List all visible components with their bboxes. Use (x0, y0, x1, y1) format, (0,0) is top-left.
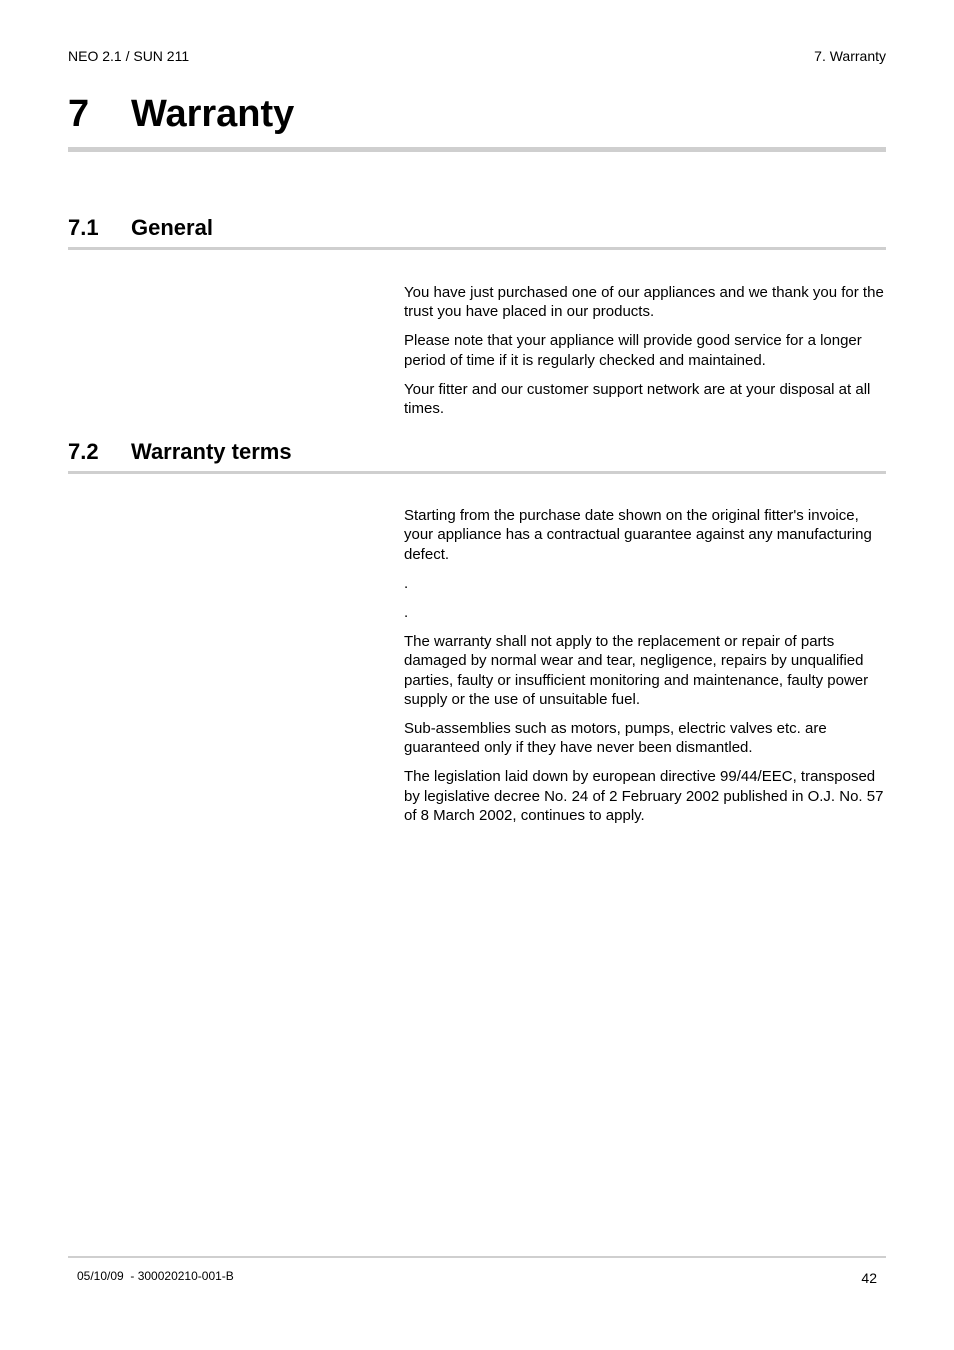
section-number: 7.2 (68, 439, 99, 464)
running-header-left: NEO 2.1 / SUN 211 (68, 48, 190, 64)
chapter-rule (68, 147, 886, 152)
chapter-title: Warranty (131, 93, 295, 135)
footer-rule (68, 1256, 886, 1258)
section-rule (68, 247, 886, 250)
running-header-right: 7. Warranty (814, 48, 886, 64)
paragraph: You have just purchased one of our appliances and we thank you for the trust you have placed in our products. (404, 284, 884, 321)
chapter-number: 7 (68, 93, 90, 135)
section-heading-general (68, 213, 886, 243)
paragraph: The legislation laid down by european directive 99/44/EEC, transposed by legislative decree No. 24 of 2 February 2002 published in O.J. No. 57 of 8 March 2002, continues to apply. (404, 768, 884, 825)
section-body-general (404, 283, 888, 428)
section-body-warranty-terms (404, 506, 888, 835)
paragraph: . (404, 603, 409, 621)
section-title: General (131, 215, 213, 240)
chapter-heading (68, 88, 886, 140)
section-rule (68, 471, 886, 474)
section-number: 7.1 (68, 215, 99, 240)
paragraph: Sub-assemblies such as motors, pumps, electric valves etc. are guaranteed only if they have never been dismantled. (404, 720, 827, 757)
section-title: Warranty terms (131, 439, 292, 464)
page-number: 42 (861, 1270, 877, 1286)
paragraph: Please note that your appliance will provide good service for a longer period of time if it is regularly checked and maintained. (404, 332, 862, 369)
section-heading-warranty-terms (68, 437, 886, 467)
paragraph: Starting from the purchase date shown on the original fitter's invoice, your appliance has a contractual guarantee against any manufacturing defect. (404, 507, 872, 563)
paragraph: The warranty shall not apply to the replacement or repair of parts damaged by normal wear and tear, negligence, repairs by unqualified parties, faulty or insufficient monitoring and maintenance, faulty power supply or the use of unsuitable fuel. (404, 632, 869, 709)
paragraph: . (404, 574, 409, 592)
footer-document-reference: 05/10/09 - 300020210-001-B (77, 1269, 234, 1283)
paragraph: Your fitter and our customer support network are at your disposal at all times. (404, 380, 871, 418)
